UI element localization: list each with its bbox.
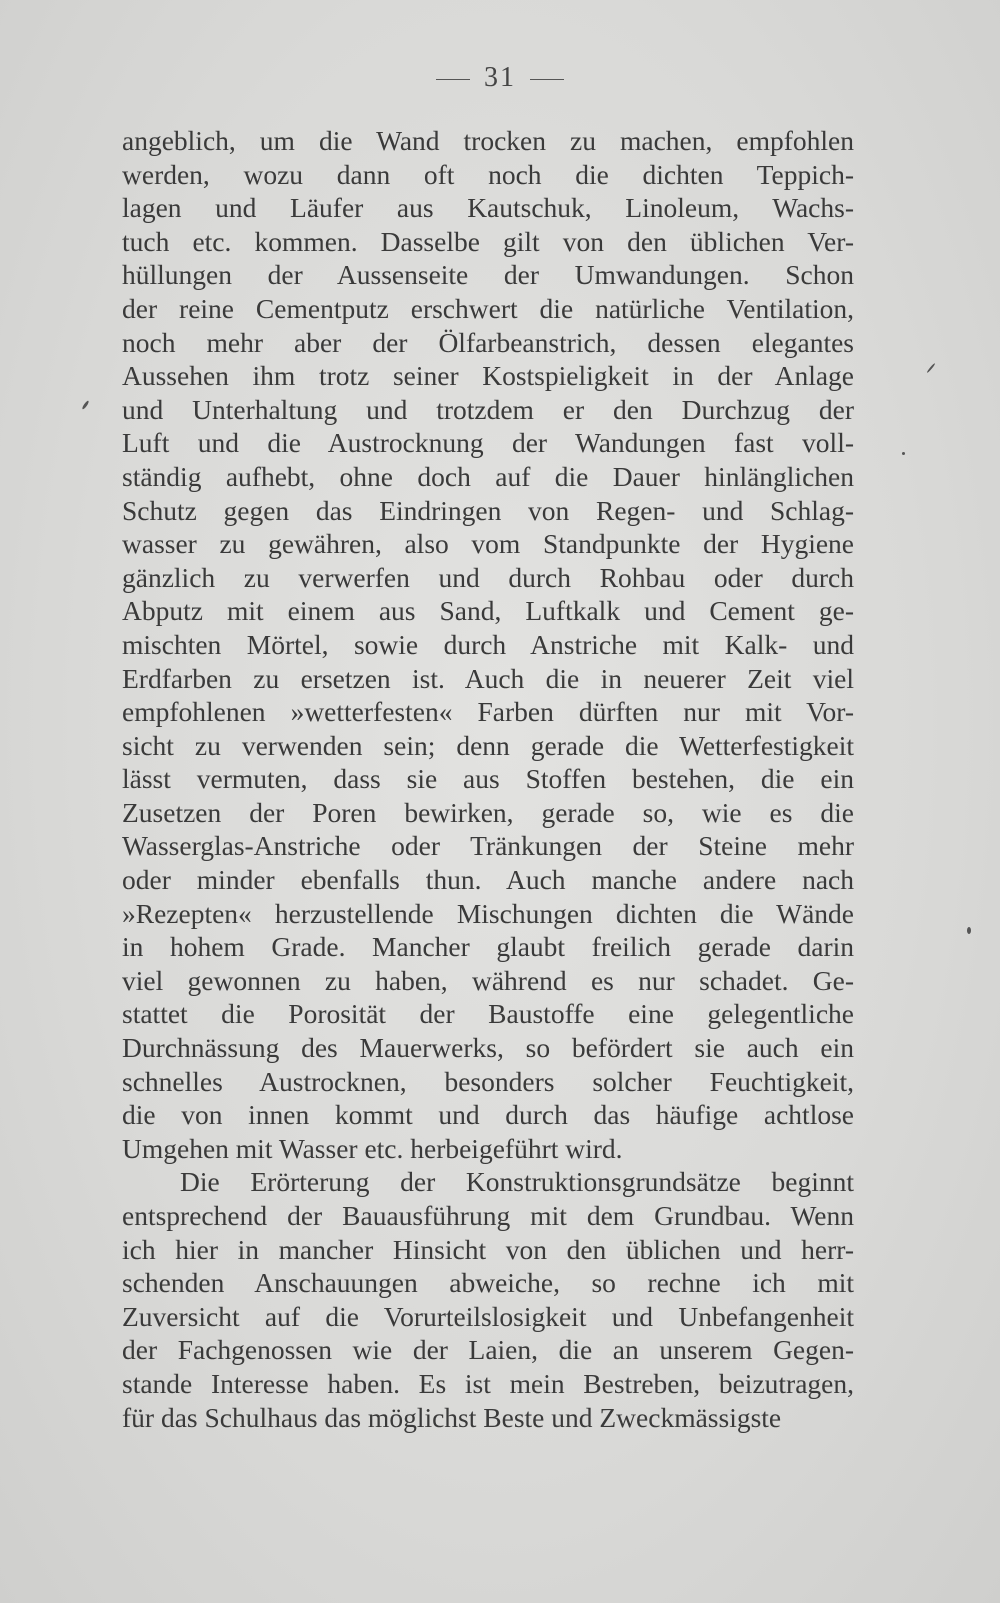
text-line: angeblich, um die Wand trocken zu machen, empfohlen (122, 125, 854, 156)
text-line: hüllungen der Aussenseite der Umwandungen. Schon (122, 259, 854, 291)
paragraph (122, 1165, 854, 1434)
text-line: sicht zu verwenden sein; denn gerade die Wetterfestigkeit (122, 729, 854, 761)
text-line: der reine Cementputz erschwert die natürliche Ventilation, (122, 292, 854, 324)
text-line: Aussehen ihm trotz seiner Kostspieligkeit in der Anlage (122, 360, 854, 392)
text-line: ich hier in mancher Hinsicht von den üblichen und herr- (122, 1233, 854, 1265)
text-line: schnelles Austrocknen, besonders solcher Feuchtigkeit, (122, 1065, 854, 1097)
paper-speck (902, 452, 905, 455)
page-number-header (0, 62, 1000, 94)
text-line: entsprechend der Bauausführung mit dem Grundbau. Wenn (122, 1200, 854, 1231)
text-line: Wasserglas-Anstriche oder Tränkungen der Steine mehr (122, 830, 854, 862)
text-line: in hohem Grade. Mancher glaubt freilich gerade darin (122, 931, 854, 963)
text-line: gänzlich zu verwerfen und durch Rohbau oder durch (122, 561, 854, 593)
text-line: stande Interesse haben. Es ist mein Bestreben, beizutragen, (122, 1367, 854, 1399)
paper-speck (926, 363, 935, 373)
text-line: oder minder ebenfalls thun. Auch manche andere nach (122, 864, 854, 896)
text-line: stattet die Porosität der Baustoffe eine gelegentliche (122, 998, 854, 1030)
text-line: ständig aufhebt, ohne doch auf die Dauer hinlänglichen (122, 460, 854, 492)
text-line: lässt vermuten, dass sie aus Stoffen bestehen, die ein (122, 763, 854, 795)
left-dash (436, 79, 470, 80)
paragraph (122, 124, 854, 1165)
text-line: die von innen kommt und durch das häufige achtlose (122, 1099, 854, 1131)
text-line: Abputz mit einem aus Sand, Luftkalk und Cement ge- (122, 595, 854, 627)
text-line: der Fachgenossen wie der Laien, die an unserem Gegen- (122, 1334, 854, 1366)
page-number: 31 (484, 62, 516, 93)
body-text (122, 124, 854, 1434)
paper-speck (81, 400, 89, 410)
text-line: Die Erörterung der Konstruktionsgrundsätze beginnt (180, 1166, 854, 1198)
text-line: für das Schulhaus das möglichst Beste und Zweckmässigste (122, 1401, 782, 1433)
paper-speck (967, 927, 971, 934)
text-line: lagen und Läufer aus Kautschuk, Linoleum, Wachs- (122, 192, 854, 224)
text-line: und Unterhaltung und trotzdem er den Durchzug der (122, 393, 854, 425)
text-line: Zuversicht auf die Vorurteilslosigkeit und Unbefangenheit (122, 1300, 854, 1332)
text-line: tuch etc. kommen. Dasselbe gilt von den üblichen Ver- (122, 225, 854, 257)
text-line: noch mehr aber der Ölfarbeanstrich, dessen elegantes (122, 326, 854, 358)
text-line: wasser zu gewähren, also vom Standpunkte der Hygiene (122, 528, 854, 560)
text-line: Zusetzen der Poren bewirken, gerade so, wie es die (122, 796, 854, 828)
right-dash (530, 79, 564, 80)
text-line: Durchnässung des Mauerwerks, so befördert sie auch ein (122, 1032, 854, 1064)
text-line: Schutz gegen das Eindringen von Regen- und Schlag- (122, 494, 854, 526)
text-line: Erdfarben zu ersetzen ist. Auch die in neuerer Zeit viel (122, 662, 854, 694)
text-line: »Rezepten« herzustellende Mischungen dichten die Wände (122, 897, 854, 929)
text-line: werden, wozu dann oft noch die dichten Teppich- (122, 158, 854, 190)
text-line: Luft und die Austrocknung der Wandungen fast voll- (122, 427, 854, 459)
text-line: Umgehen mit Wasser etc. herbeigeführt wird. (122, 1132, 623, 1164)
text-line: schenden Anschauungen abweiche, so rechne ich mit (122, 1267, 854, 1299)
text-line: empfohlenen »wetterfesten« Farben dürften nur mit Vor- (122, 696, 854, 728)
text-line: viel gewonnen zu haben, während es nur schadet. Ge- (122, 964, 854, 996)
text-line: mischten Mörtel, sowie durch Anstriche mit Kalk- und (122, 628, 854, 660)
